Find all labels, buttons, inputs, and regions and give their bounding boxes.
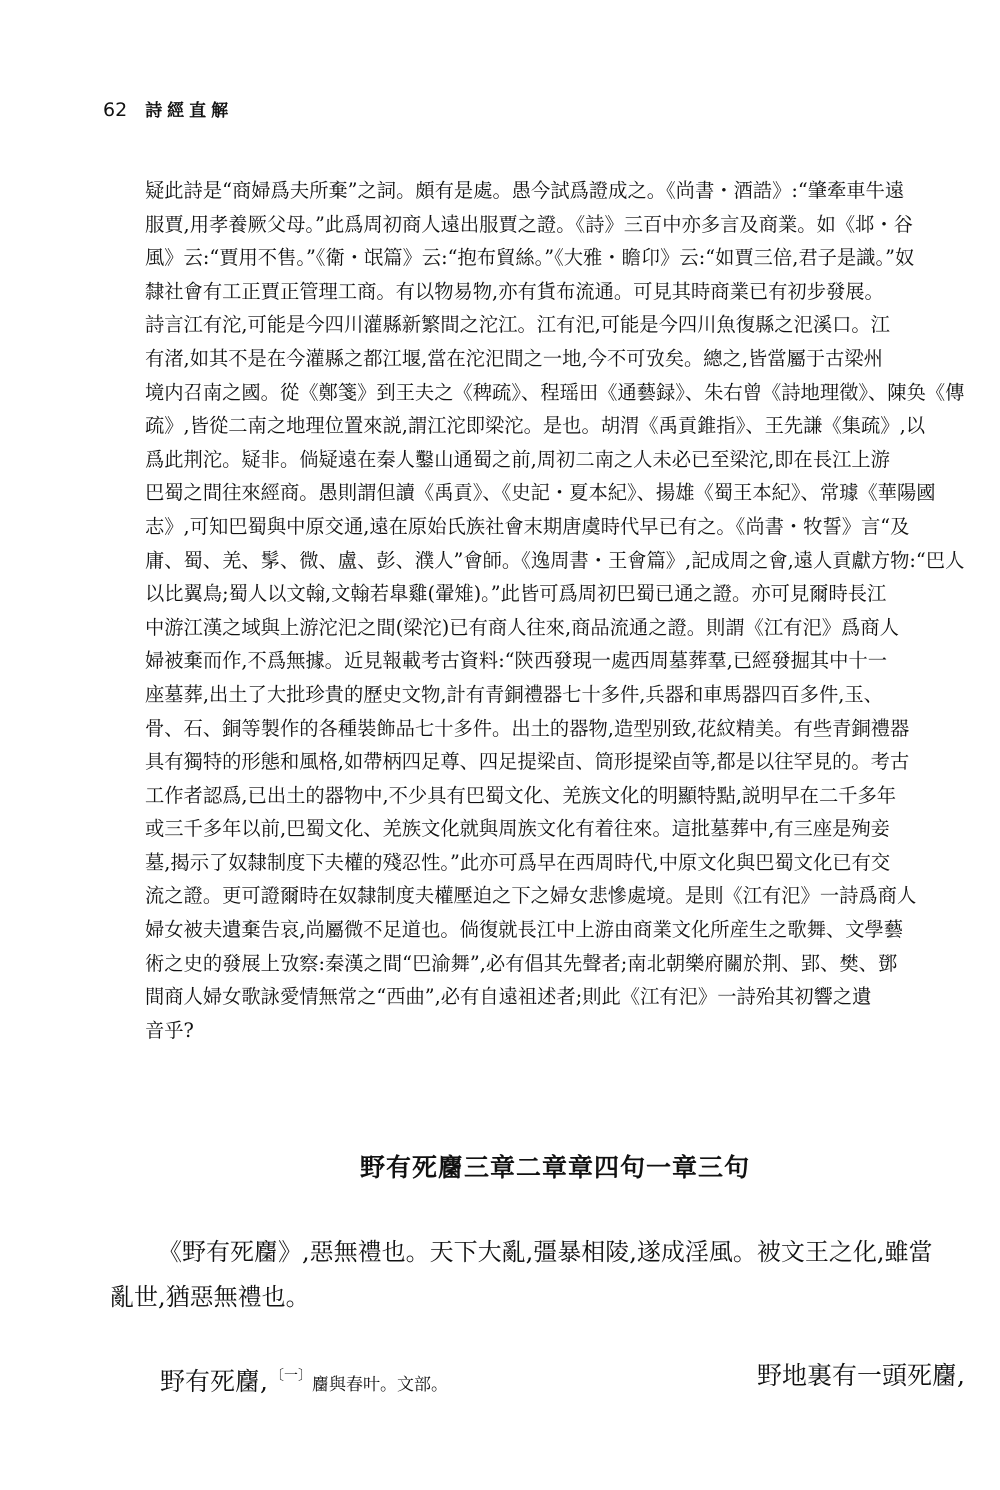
commentary-line: 隸社會有工正賈正管理工商。有以物易物,亦有貨布流通。可見其時商業已有初步發展。 bbox=[145, 279, 884, 303]
commentary-line: 有渚,如其不是在今灌縣之都江堰,當在沱汜間之一地,今不可攷矣。總之,皆當屬于古梁州 bbox=[145, 346, 883, 370]
page-number: 62 bbox=[103, 99, 128, 121]
commentary-line: 工作者認爲,已出土的器物中,不少具有巴蜀文化、羌族文化的明顯特點,説明早在二千多年 bbox=[145, 783, 897, 807]
commentary-line: 婦女被夫遺棄告哀,尚屬微不足道也。倘復就長江中上游由商業文化所産生之歌舞、文學藝 bbox=[145, 918, 904, 942]
verse-translation: 野地裏有一頭死麕, bbox=[757, 1361, 965, 1390]
commentary-line: 具有獨特的形態和風格,如帶柄四足尊、四足提梁卣、筒形提梁卣等,都是以往罕見的。考古 bbox=[145, 750, 910, 774]
commentary-line: 風》云:“賈用不售。”《衛・氓篇》云:“抱布貿絲。”《大雅・瞻卬》云:“如賈三倍,君子是識。”奴 bbox=[145, 246, 915, 270]
commentary-line: 志》,可知巴蜀與中原交通,遠在原始氏族社會末期唐虞時代早已有之。《尚書・牧誓》言“及 bbox=[145, 514, 910, 538]
preface-line: 亂世,猶惡無禮也。 bbox=[110, 1283, 310, 1311]
commentary-line: 座墓葬,出土了大批珍貴的歷史文物,計有青銅禮器七十多件,兵器和車馬器四百多件,玉、 bbox=[145, 682, 883, 706]
preface-line: 《野有死麕》,惡無禮也。天下大亂,彊暴相陵,遂成淫風。被文王之化,雖當 bbox=[158, 1238, 933, 1266]
commentary-line: 或三千多年以前,巴蜀文化、羌族文化就與周族文化有着往來。這批墓葬中,有三座是殉妾 bbox=[145, 817, 890, 841]
commentary-line: 骨、石、銅等製作的各種裝飾品七十多件。出土的器物,造型别致,花紋精美。有些青銅禮器 bbox=[145, 716, 910, 740]
commentary-line: 庸、蜀、羌、髳、微、盧、彭、濮人”會師。《逸周書・王會篇》,記成周之會,遠人貢獻方物:“巴人 bbox=[145, 548, 965, 572]
book-title: 詩經直解 bbox=[145, 101, 234, 121]
running-header bbox=[103, 96, 233, 126]
commentary-line: 術之史的發展上攷察:秦漢之間“巴渝舞”,必有倡其先聲者;南北朝樂府關於荆、郢、樊、鄧 bbox=[145, 951, 898, 975]
commentary-line: 爲此荆沱。疑非。倘疑遠在秦人鑿山通蜀之前,周初二南之人未必已至梁沱,即在長江上游 bbox=[145, 447, 890, 471]
commentary-text bbox=[145, 174, 965, 1047]
commentary-line: 疏》,皆從二南之地理位置來説,謂江沱即梁沱。是也。胡渭《禹貢錐指》、王先謙《集疏》,以 bbox=[145, 414, 925, 438]
commentary-line: 疑此詩是“商婦爲夫所棄”之詞。頗有是處。愚今試爲證成之。《尚書・酒誥》:“肇牽車牛遠 bbox=[145, 179, 905, 202]
verse-original-text: 野有死麕, bbox=[160, 1367, 268, 1396]
section-heading: 野有死麕三章二章章四句一章三句 bbox=[359, 1153, 750, 1182]
commentary-line: 巴蜀之間往來經商。愚則謂但讀《禹貢》、《史記・夏本紀》、揚雄《蜀王本紀》、常璩《華陽國 bbox=[145, 481, 936, 505]
commentary-line: 中游江漢之域與上游沱汜之間(梁沱)已有商人往來,商品流通之證。則謂《江有汜》爲商人 bbox=[145, 615, 899, 639]
commentary-line: 間商人婦女歌詠愛情無常之“西曲”,必有自遠祖述者;則此《江有汜》一詩殆其初響之遺 bbox=[145, 985, 872, 1009]
commentary-line: 音乎? bbox=[145, 1018, 194, 1042]
note-marker: 〔一〕 bbox=[269, 1368, 312, 1384]
commentary-line: 境内召南之國。從《鄭箋》到王夫之《稗疏》、程瑶田《通藝録》、朱右曾《詩地理徵》、陳奂《傳 bbox=[145, 380, 965, 404]
verse-original bbox=[160, 1356, 448, 1405]
verse-row bbox=[160, 1356, 965, 1406]
commentary-line: 流之證。更可證爾時在奴隸制度夫權壓迫之下之婦女悲慘處境。是則《江有汜》一詩爲商人 bbox=[145, 884, 917, 908]
poem-preface bbox=[110, 1230, 970, 1320]
commentary-line: 服賈,用孝養厥父母。”此爲周初商人遠出服賈之證。《詩》三百中亦多言及商業。如《邶・谷 bbox=[145, 212, 913, 236]
commentary-line: 以比翼鳥;蜀人以文翰,文翰若臯雞(翬雉)。”此皆可爲周初巴蜀已通之證。亦可見爾時長江 bbox=[145, 582, 887, 606]
commentary-line: 墓,揭示了奴隸制度下夫權的殘忍性。”此亦可爲早在西周時代,中原文化與巴蜀文化已有交 bbox=[145, 850, 891, 874]
commentary-line: 詩言江有沱,可能是今四川灌縣新繁間之沱江。江有汜,可能是今四川魚復縣之汜溪口。江 bbox=[145, 313, 890, 337]
verse-note: 麕與春叶。文部。 bbox=[311, 1375, 448, 1395]
commentary-line: 婦被棄而作,不爲無據。近見報載考古資料:“陝西發現一處西周墓葬羣,已經發掘其中十一 bbox=[145, 649, 888, 673]
